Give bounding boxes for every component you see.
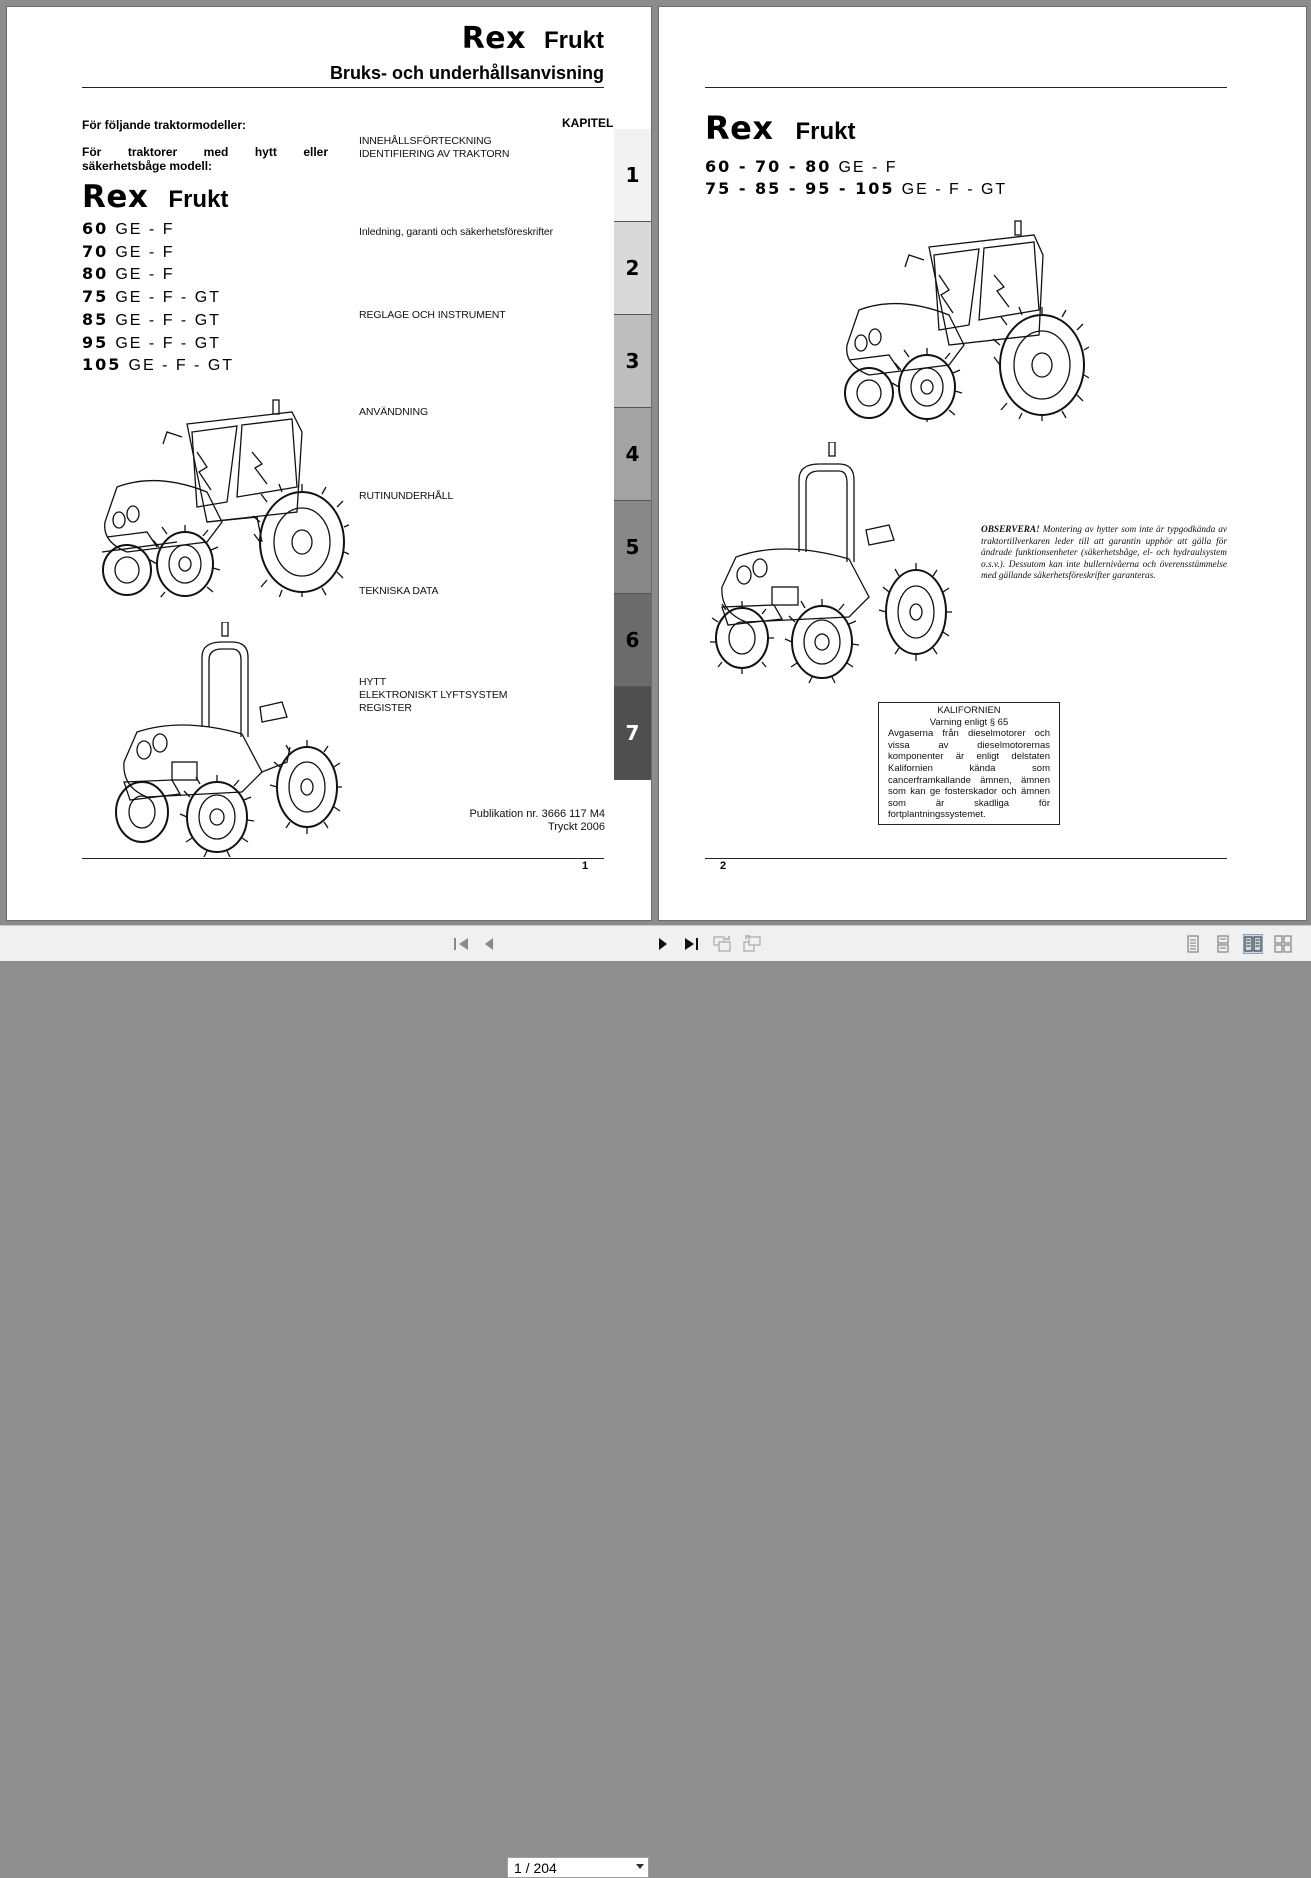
toc-entry-2: Inledning, garanti och säkerhetsföreskrifter [359,226,554,238]
previous-view-icon [712,935,732,953]
manual-subtitle: Bruks- och underhållsanvisning [329,63,604,83]
chapter-tab-7[interactable]: 7 [614,687,651,780]
next-page-button[interactable] [653,934,673,954]
printed-year: Tryckt 2006 [547,821,605,833]
chapter-tab-4[interactable]: 4 [614,408,651,501]
continuous-facing-view-button[interactable] [1273,934,1293,954]
cab-tractor-illustration [87,392,349,597]
model-line-2: 75 - 85 - 95 - 105 GE - F - GT [705,179,1008,198]
brand-rex: Rex [82,179,149,215]
previous-page-icon [482,936,496,952]
chapter-tab-3[interactable]: 3 [614,315,651,408]
facing-pages-icon [1244,936,1262,952]
chapter-tab-2[interactable]: 2 [614,222,651,315]
page-number: 2 [720,860,727,872]
first-page-button[interactable] [451,934,471,954]
brand-block [82,179,228,215]
page-number-field[interactable] [507,1857,649,1878]
toc-entry-5: RUTINUNDERHÅLL [359,490,454,502]
continuous-facing-icon [1274,935,1292,953]
single-page-view-button[interactable] [1183,934,1203,954]
california-text: Avgaserna från dieselmotorer och vissa av dieselmotorernas komponenter är enligt delstaten Kalifornien kända som cancerframkallande ämnen, ämnen som kan ge fosterskador och ämnen som är skadliga för fortplantningssystemet. [888,728,1050,821]
next-view-icon [742,935,762,953]
warning-paragraph: OBSERVERA! Montering av hytter som inte är typgodkända av traktortillverkaren leder till att garantin upphör att gälla för ändrade funktionsenheter (säkerhetsbåge, el- och hydraulsystem o.s.v.). Dessutom kan inte bullernivåerna och överensstämmelse med gällande säkerhetsföreskrifter garanteras. [981,525,1228,582]
toc-entry-4: ANVÄNDNING [359,406,429,418]
cab-models-label-2: säkerhetsbåge modell: [82,159,213,173]
toc-entry-7: HYTT ELEKTRONISKT LYFTSYSTEM REGISTER [359,676,508,714]
publication-number: Publikation nr. 3666 117 M4 [469,808,605,820]
header-rule [705,87,1227,88]
last-page-button[interactable] [682,934,702,954]
toc-entry-1: INNEHÅLLSFÖRTECKNING IDENTIFIERING AV TRAKTORN [359,135,510,160]
footer-rule [705,858,1227,859]
cab-tractor-illustration [829,217,1089,422]
page-number-input[interactable] [514,1860,624,1876]
for-models-label: För följande traktormodeller: [82,118,247,132]
document-viewport[interactable] [0,0,1311,925]
previous-page-button[interactable] [479,934,499,954]
facing-pages-view-button[interactable] [1243,934,1263,954]
document-page-1 [7,7,651,920]
model-list [82,218,234,377]
viewer-toolbar [0,925,1311,961]
rops-tractor-illustration [102,622,342,857]
previous-view-button[interactable] [712,934,732,954]
model-item: 105 GE - F - GT [82,355,235,375]
first-page-icon [452,936,470,952]
last-page-icon [683,936,701,952]
chapter-tabs [614,129,651,780]
model-item: 95 GE - F - GT [82,332,221,352]
california-warning-box [878,702,1060,825]
page-number: 1 [582,860,589,872]
model-item: 70 GE - F [82,241,175,261]
model-item: 75 GE - F - GT [82,287,221,307]
california-subtitle: Varning enligt § 65 [929,716,1009,728]
brand-block [705,109,855,147]
single-page-icon [1185,935,1201,953]
model-item: 80 GE - F [82,264,175,284]
publication-info [469,808,605,834]
model-item: 60 GE - F [82,219,175,238]
chapter-tab-6[interactable]: 6 [614,594,651,687]
header-rule [82,87,604,88]
title-brand: Rex [461,21,526,56]
brand-frukt: Frukt [168,186,229,213]
next-page-icon [656,936,670,952]
model-item: 85 GE - F - GT [82,309,221,329]
chapter-tab-5[interactable]: 5 [614,501,651,594]
california-title: KALIFORNIEN [937,705,1001,716]
toc-entry-6: TEKNISKA DATA [359,585,439,597]
title-model: Frukt [544,27,604,54]
cab-models-label: För traktorer med hytt eller [82,145,328,159]
continuous-page-icon [1215,935,1231,953]
next-view-button[interactable] [742,934,762,954]
footer-rule [82,858,604,859]
brand-rex: Rex [705,109,774,147]
toc-entry-3: REGLAGE OCH INSTRUMENT [359,309,506,321]
model-line-1: 60 - 70 - 80 GE - F [705,157,898,176]
brand-frukt: Frukt [795,118,856,145]
model-lines [705,156,1007,200]
continuous-view-button[interactable] [1213,934,1233,954]
chapter-tab-1[interactable]: 1 [614,129,651,222]
rops-tractor-illustration [704,442,954,687]
chevron-down-icon[interactable] [636,1864,644,1869]
document-page-2 [659,7,1306,920]
chapter-label: KAPITEL [562,116,614,130]
